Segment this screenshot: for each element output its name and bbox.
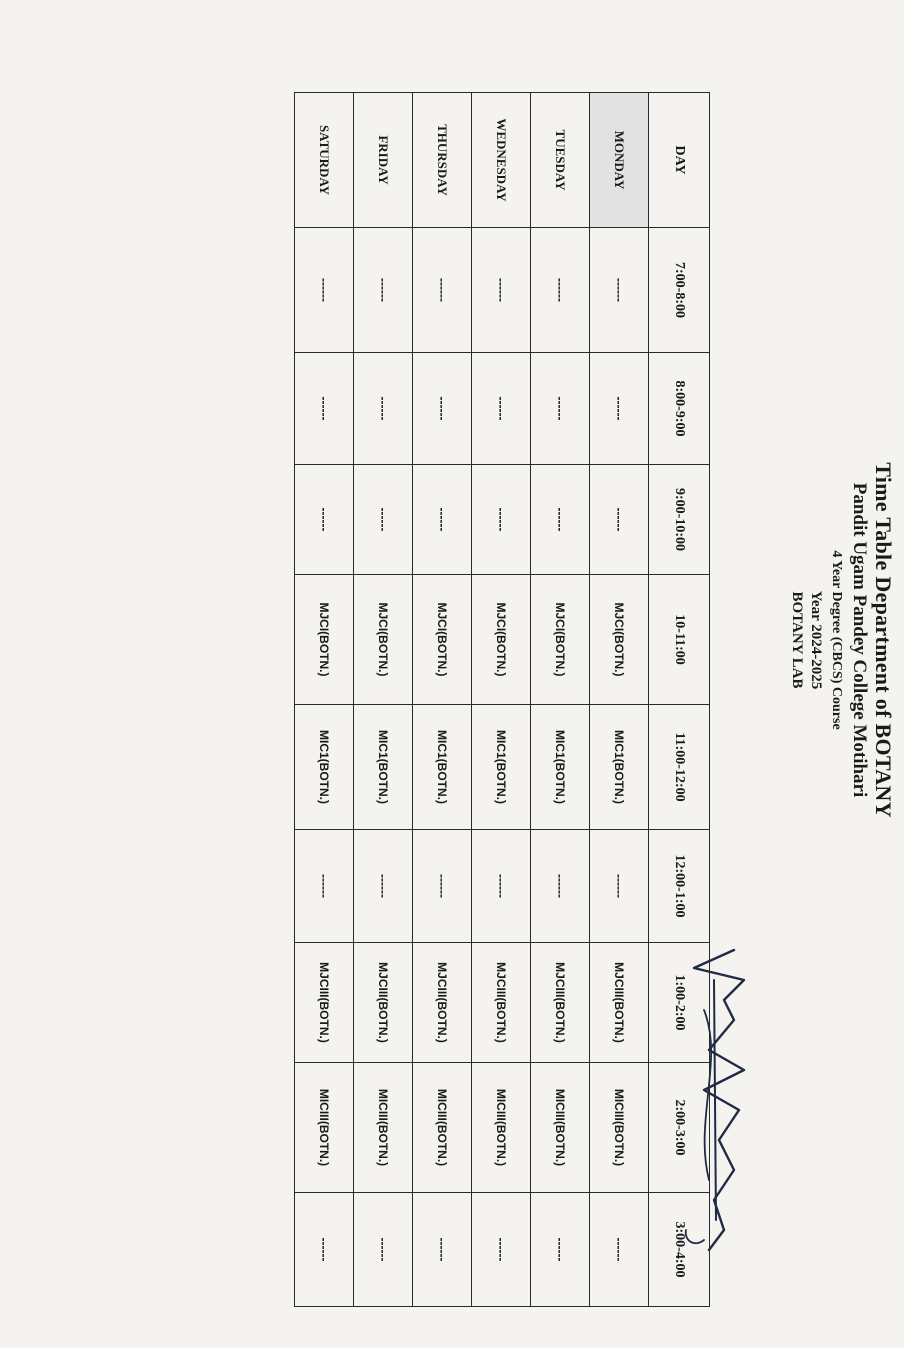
schedule-cell: ------	[413, 830, 472, 943]
schedule-cell: MIC1(BOTN.)	[531, 705, 590, 830]
schedule-cell: MJCI(BOTN.)	[354, 575, 413, 705]
schedule-cell: MICIII(BOTN.)	[354, 1063, 413, 1193]
day-label: SATURDAY	[295, 93, 354, 228]
schedule-cell: MIC1(BOTN.)	[413, 705, 472, 830]
schedule-cell: ------	[472, 353, 531, 465]
table-row	[531, 93, 590, 1307]
schedule-cell: ------	[354, 353, 413, 465]
schedule-cell: ------	[531, 228, 590, 353]
academic-year: Year 2024-2025	[808, 590, 824, 690]
table-row	[354, 93, 413, 1307]
day-label: FRIDAY	[354, 93, 413, 228]
schedule-cell: ------	[413, 465, 472, 575]
schedule-cell: MIC1(BOTN.)	[295, 705, 354, 830]
day-label: WEDNESDAY	[472, 93, 531, 228]
schedule-cell: ------	[590, 1193, 649, 1307]
schedule-cell: MJCI(BOTN.)	[590, 575, 649, 705]
schedule-cell: MJCIII(BOTN.)	[590, 943, 649, 1063]
table-row	[413, 93, 472, 1307]
column-header-time-slot: 12:00-1:00	[649, 830, 710, 943]
column-header-time-slot: 9:00-10:00	[649, 465, 710, 575]
column-header-day: DAY	[649, 93, 710, 228]
day-label: THURSDAY	[413, 93, 472, 228]
schedule-cell: MJCIII(BOTN.)	[531, 943, 590, 1063]
schedule-cell: MJCI(BOTN.)	[531, 575, 590, 705]
day-label: MONDAY	[590, 93, 649, 228]
schedule-cell: ------	[531, 830, 590, 943]
schedule-cell: ------	[590, 353, 649, 465]
schedule-cell: ------	[590, 228, 649, 353]
schedule-cell: MICIII(BOTN.)	[590, 1063, 649, 1193]
column-header-time-slot: 8:00-9:00	[649, 353, 710, 465]
column-header-time-slot: 11:00-12:00	[649, 705, 710, 830]
column-header-time-slot: 3:00-4:00	[649, 1193, 710, 1307]
table-row	[295, 93, 354, 1307]
schedule-cell: MJCIII(BOTN.)	[295, 943, 354, 1063]
column-header-time-slot: 7:00-8:00	[649, 228, 710, 353]
schedule-cell: MICIII(BOTN.)	[472, 1063, 531, 1193]
schedule-cell: MIC1(BOTN.)	[590, 705, 649, 830]
schedule-cell: MJCI(BOTN.)	[413, 575, 472, 705]
schedule-cell: ------	[354, 1193, 413, 1307]
schedule-cell: ------	[295, 465, 354, 575]
table-row	[472, 93, 531, 1307]
column-header-time-slot: 10-11:00	[649, 575, 710, 705]
schedule-cell: ------	[531, 353, 590, 465]
schedule-cell: ------	[531, 1193, 590, 1307]
schedule-cell: ------	[354, 830, 413, 943]
schedule-cell: ------	[295, 1193, 354, 1307]
table-row	[590, 93, 649, 1307]
schedule-cell: ------	[413, 1193, 472, 1307]
schedule-cell: MICIII(BOTN.)	[413, 1063, 472, 1193]
schedule-cell: MIC1(BOTN.)	[354, 705, 413, 830]
schedule-cell: ------	[472, 465, 531, 575]
schedule-cell: ------	[472, 1193, 531, 1307]
timetable-header-row	[649, 93, 710, 1307]
schedule-cell: ------	[295, 830, 354, 943]
timetable	[294, 92, 710, 1307]
column-header-time-slot: 2:00-3:00	[649, 1063, 710, 1193]
schedule-cell: ------	[413, 353, 472, 465]
college-name: Pandit Ugam Pandey College Motihari	[849, 482, 870, 798]
schedule-cell: MJCI(BOTN.)	[472, 575, 531, 705]
schedule-cell: MJCIII(BOTN.)	[472, 943, 531, 1063]
schedule-cell: ------	[295, 228, 354, 353]
schedule-cell: ------	[295, 353, 354, 465]
schedule-cell: ------	[472, 228, 531, 353]
schedule-cell: ------	[413, 228, 472, 353]
schedule-cell: ------	[590, 830, 649, 943]
schedule-cell: ------	[472, 830, 531, 943]
day-label: TUESDAY	[531, 93, 590, 228]
schedule-cell: ------	[590, 465, 649, 575]
document-title: Time Table Department of BOTANY	[871, 462, 896, 818]
schedule-cell: MJCI(BOTN.)	[295, 575, 354, 705]
schedule-cell: ------	[354, 228, 413, 353]
schedule-cell: MJCIII(BOTN.)	[354, 943, 413, 1063]
schedule-cell: ------	[354, 465, 413, 575]
schedule-cell: MICIII(BOTN.)	[295, 1063, 354, 1193]
schedule-cell: MIC1(BOTN.)	[472, 705, 531, 830]
lab-name: BOTANY LAB	[789, 591, 805, 689]
course-name: 4 Year Degree (CBCS) Course	[829, 550, 844, 730]
schedule-cell: MICIII(BOTN.)	[531, 1063, 590, 1193]
schedule-cell: MJCIII(BOTN.)	[413, 943, 472, 1063]
column-header-time-slot: 1:00-2:00	[649, 943, 710, 1063]
schedule-cell: ------	[531, 465, 590, 575]
